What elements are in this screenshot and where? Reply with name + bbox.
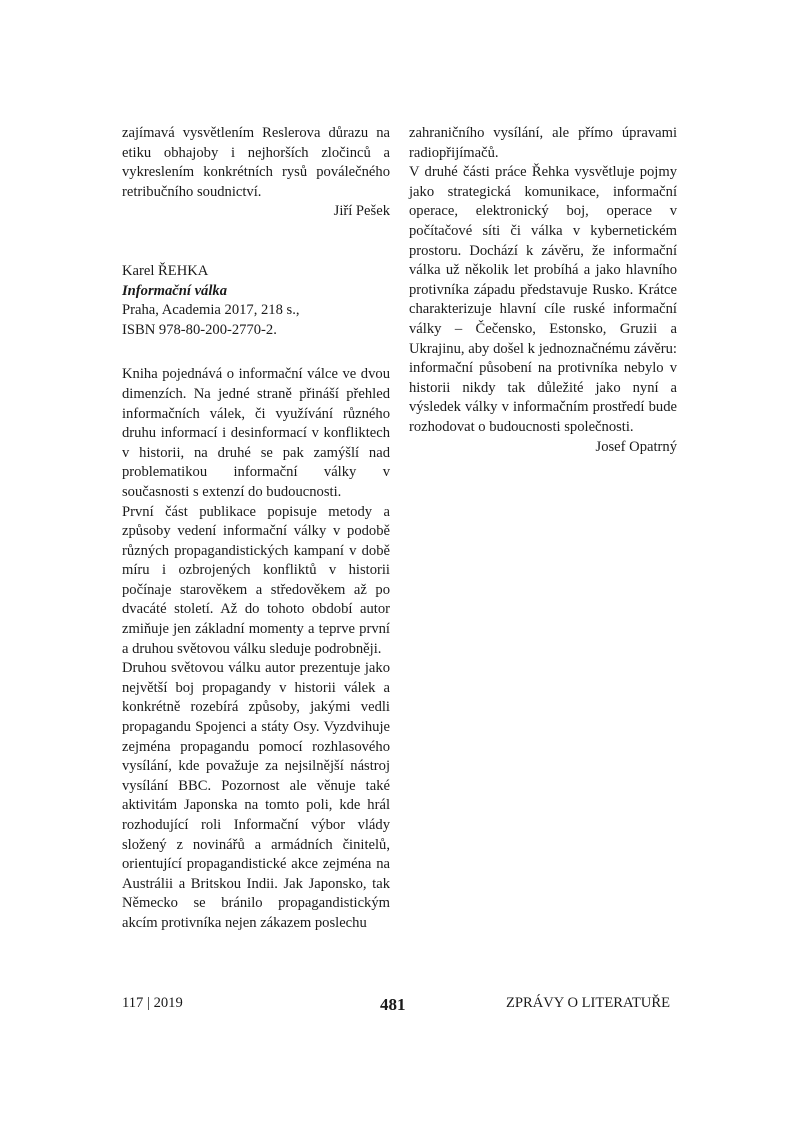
review-paragraph: První část publikace popisuje metody a způsoby vedení informační války v podobě různých propagandistických kampaní v době míru i ozbrojených konfliktů v historii počínaje starověkem a středověkem až po dvacáté století. Až do tohoto období autor zmiňuje jen základní momenty a teprve první a druhou světovou válku sleduje podrobněji. [122,503,390,657]
review-paragraph: V druhé části práce Řehka vysvětluje pojmy jako strategická komunikace, informační operace, elektronický boj, operace v počítačové síti či válka v kybernetickém prostoru. Dochází k závěru, že informační válka už několik let probíhá a jako hlavního protivníka západu představuje Rusko. Krátce charakterizuje hlavní cíle ruské informační války – Čečensko, Estonsko, Gruzii a Ukrajinu, aby došel k jednoznačnému závěru: informační působení na protivníka nebylo v historii nikdy tak důležité jako nyní a výsledek války v informačním prostředí bude rozhodovat o budoucnosti společnosti. [409,164,677,435]
book-author: Karel ŘEHKA [122,262,209,279]
book-title: Informační válka [122,282,227,299]
review-paragraph: Kniha pojednává o informační válce ve dvou dimenzích. Na jedné straně přináší přehled informačních válek, či využívání různého druhu informací i desinformací v konfliktech v historii, na druhé se pak zamýšlí nad problematikou informační války v současnosti s extenzí do budoucnosti. [122,366,390,500]
review-signature: Josef Opatrný [595,438,677,455]
review-paragraph: Druhou světovou válku autor prezentuje jako největší boj propagandy v historii válek a konkrétně rozebírá způsoby, jakými vedli propagandu Spojenci a státy Osy. Vyzdvihuje zejména propagandu pomocí rozhlasového vysílání, kde považuje za nejsilnější nástroj vysílání BBC. Pozornost ale věnuje také aktivitám Japonska na tomto poli, kde hrál rozhodující roli Informační výbor vlády složený z novinářů a armádních činitelů, orientující propagandistické akce zejména na Austrálii a Britskou Indii. Jak Japonsko, tak Německo se bránilo propagandistickým akcím protivníka nejen zákazem poslechu [122,660,390,931]
review-body [122,365,390,933]
left-column [122,124,390,934]
right-column [409,124,677,457]
book-publisher: Praha, Academia 2017, 218 s., [122,302,300,319]
review-paragraph: zahraničního vysílání, ale přímo úpravami radiopřijímačů. [409,125,677,161]
section-title: ZPRÁVY O LITERATUŘE [505,995,670,1011]
previous-review-continuation: zajímavá vysvětlením Reslerova důrazu na etiku obhajoby i nejhorších zločinců a vykreslením konkrétních rysů poválečného retribučního soudnictví. [122,125,390,200]
page-footer [122,995,670,1019]
book-isbn: ISBN 978-80-200-2770-2. [122,321,277,338]
book-header [122,262,390,340]
journal-issue: 117 | 2019 [122,995,183,1011]
page-number: 481 [380,995,406,1014]
previous-review-signature: Jiří Pešek [333,203,390,220]
